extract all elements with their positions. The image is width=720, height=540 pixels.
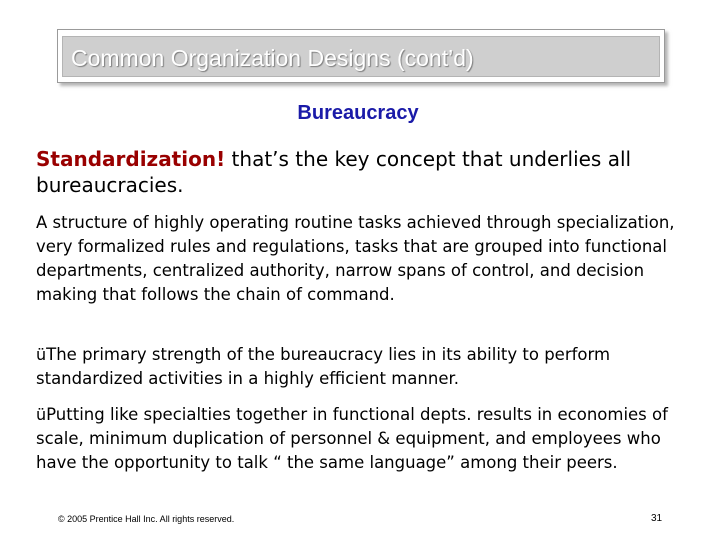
lead-emphasis: Standardization!: [36, 147, 226, 171]
bullet-item: [36, 403, 686, 475]
definition-paragraph: A structure of highly operating routine tasks achieved through specialization, very formalized rules and regulations, tasks that are grouped into functional departments, centralized authority, narrow spans of control, and decision making that follows the chain of command.: [36, 213, 675, 304]
page-number: 31: [651, 513, 663, 524]
copyright-notice: © 2005 Prentice Hall Inc. All rights reserved.: [58, 514, 235, 524]
section-heading-text: Bureaucracy: [297, 102, 419, 124]
title-banner: [62, 36, 660, 77]
checkmark-icon: ü: [36, 345, 47, 364]
bullet-item: [36, 343, 686, 391]
bullet-text: The primary strength of the bureaucracy lies in its ability to perform standardized activities in a highly efficient manner.: [36, 345, 611, 388]
bullet-text: Putting like specialties together in functional depts. results in economies of scale, minimum duplication of personnel & equipment, and employees who have the opportunity to talk “ the same language” among their peers.: [36, 405, 668, 472]
slide-title: Common Organization Designs (cont’d): [71, 45, 474, 71]
section-heading: [0, 102, 716, 125]
title-frame: [57, 29, 665, 83]
lead-statement: [36, 146, 686, 198]
checkmark-icon: ü: [36, 405, 47, 424]
lead-rest: that’s the key concept that underlies all bureaucracies.: [36, 147, 632, 197]
